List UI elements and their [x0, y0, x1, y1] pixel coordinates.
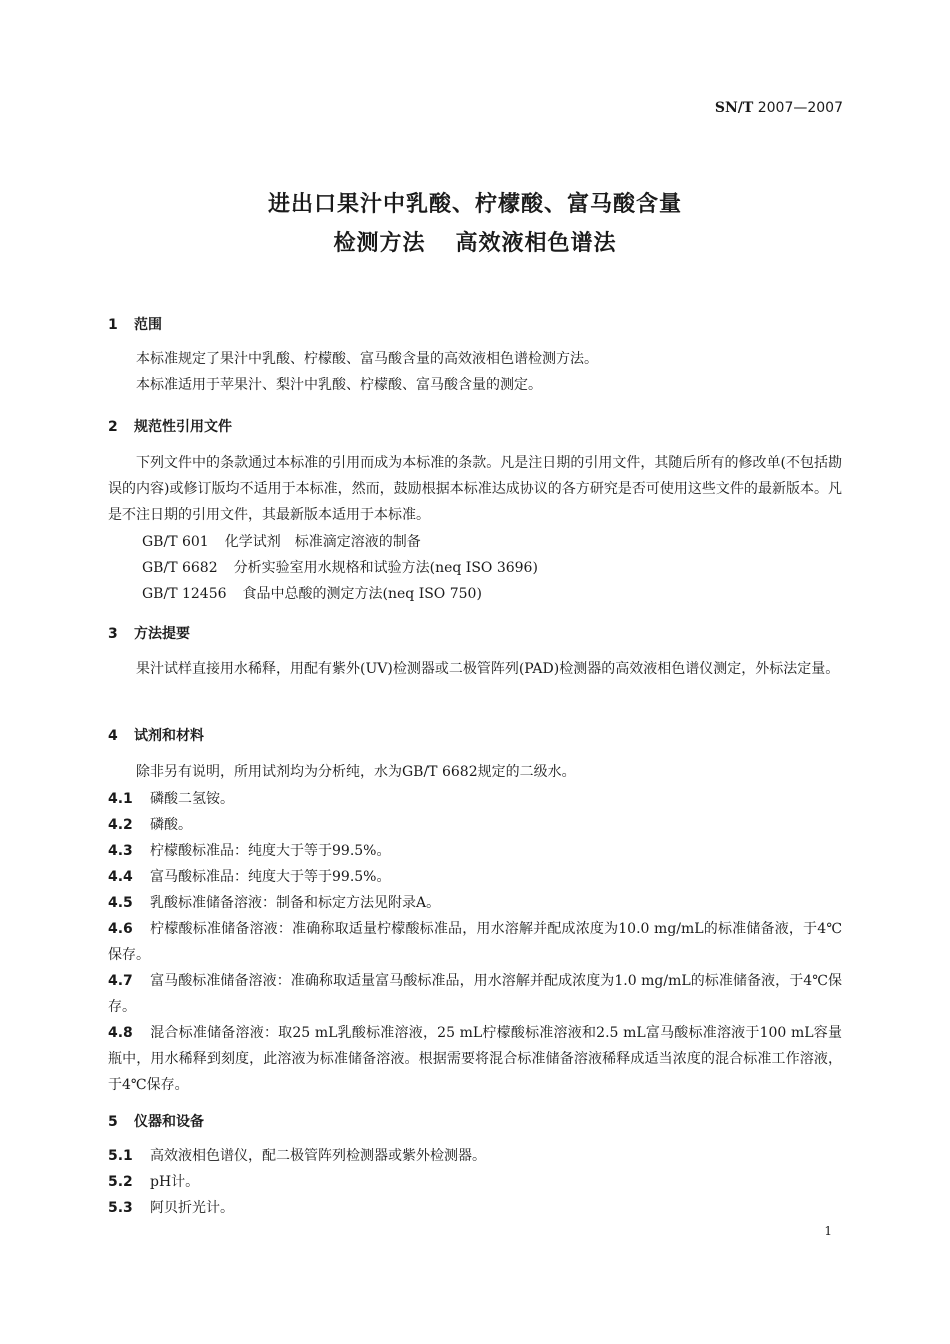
- section-3-heading: [108, 623, 190, 643]
- clause-number: 5.2: [108, 1174, 133, 1190]
- paragraph: 果汁试样直接用水稀释，用配有紫外(UV)检测器或二极管阵列(PAD)检测器的高效液相色谱仪测定，外标法定量。: [136, 661, 840, 677]
- clause-text: 富马酸标准品：纯度大于等于99.5%。: [150, 869, 391, 885]
- paragraph: 本标准适用于苹果汁、梨汁中乳酸、柠檬酸、富马酸含量的测定。: [136, 377, 542, 393]
- section-2-heading: [108, 416, 232, 436]
- clause-item: [108, 1195, 842, 1221]
- reference-code: GB/T 6682: [142, 560, 218, 576]
- section-1-heading: [108, 314, 162, 334]
- clause-item: [108, 812, 842, 838]
- clause-text: 磷酸二氢铵。: [150, 791, 234, 807]
- reference-code: GB/T 601: [142, 534, 209, 550]
- section-number: 5: [108, 1114, 118, 1130]
- clause-item: [108, 786, 842, 812]
- clause-item: [108, 1143, 842, 1169]
- standard-code: [715, 100, 843, 116]
- clause-item: [108, 864, 842, 890]
- section-title: 方法提要: [134, 626, 190, 642]
- reference-item: [142, 531, 421, 551]
- clause-text: 柠檬酸标准品：纯度大于等于99.5%。: [150, 843, 391, 859]
- clause-number: 4.3: [108, 843, 133, 859]
- title-part-a: 检测方法: [333, 231, 426, 256]
- clause-item: [108, 890, 842, 916]
- section-title: 仪器和设备: [134, 1114, 204, 1130]
- section-4-heading: [108, 725, 204, 745]
- standard-prefix: SN/T: [714, 100, 754, 116]
- clause-number: 4.8: [108, 1025, 133, 1041]
- clause-item: [108, 838, 842, 864]
- section-number: 4: [108, 728, 118, 744]
- clause-text: 混合标准储备溶液：取25 mL乳酸标准溶液，25 mL柠檬酸标准溶液和2.5 mL富马酸标准溶液于100 mL容量瓶中，用水稀释到刻度，此溶液为标准储备溶液。根据需要将混合标准储备溶液稀释成适当浓度的混合标准工作溶液，于4℃保存。: [108, 1025, 842, 1093]
- reference-title: 食品中总酸的测定方法(neq ISO 750): [242, 586, 482, 602]
- clause-number: 4.2: [108, 817, 133, 833]
- clause-text: 高效液相色谱仪，配二极管阵列检测器或紫外检测器。: [150, 1148, 486, 1164]
- section-title: 试剂和材料: [134, 728, 204, 744]
- clause-number: 5.3: [108, 1200, 133, 1216]
- section-number: 3: [108, 626, 118, 642]
- clause-text: 乳酸标准储备溶液：制备和标定方法见附录A。: [150, 895, 441, 911]
- reference-item: [142, 557, 538, 577]
- reference-title: 化学试剂 标准滴定溶液的制备: [224, 534, 421, 550]
- clause-text: 富马酸标准储备溶液：准确称取适量富马酸标准品，用水溶解并配成浓度为1.0 mg/mL的标准储备液，于4℃保存。: [108, 973, 842, 1015]
- clause-item: [108, 968, 842, 1020]
- clause-text: 磷酸。: [150, 817, 192, 833]
- clause-text: 阿贝折光计。: [150, 1200, 234, 1216]
- clause-item: [108, 1020, 842, 1098]
- clause-item: [108, 916, 842, 968]
- clause-number: 4.7: [108, 973, 133, 989]
- clause-number: 5.1: [108, 1148, 133, 1164]
- clause-item: [108, 1169, 842, 1195]
- reference-code: GB/T 12456: [142, 586, 227, 602]
- reference-title: 分析实验室用水规格和试验方法(neq ISO 3696): [233, 560, 538, 576]
- clause-text: pH计。: [150, 1174, 200, 1190]
- section-title: 规范性引用文件: [134, 419, 232, 435]
- paragraph: 除非另有说明，所用试剂均为分析纯，水为GB/T 6682规定的二级水。: [136, 764, 576, 780]
- section-number: 1: [108, 317, 118, 333]
- section-title: 范围: [134, 317, 162, 333]
- title-part-b: 高效液相色谱法: [455, 231, 617, 256]
- standard-number: 2007—2007: [757, 100, 843, 116]
- paragraph: 下列文件中的条款通过本标准的引用而成为本标准的条款。凡是注日期的引用文件，其随后所有的修改单(不包括勘误的内容)或修订版均不适用于本标准，然而，鼓励根据本标准达成协议的各方研究是否可使用这些文件的最新版本。凡是不注日期的引用文件，其最新版本适用于本标准。: [108, 455, 842, 523]
- section-number: 2: [108, 419, 118, 435]
- clause-number: 4.1: [108, 791, 133, 807]
- clause-number: 4.6: [108, 921, 133, 937]
- section-5-heading: [108, 1111, 204, 1131]
- clause-text: 柠檬酸标准储备溶液：准确称取适量柠檬酸标准品，用水溶解并配成浓度为10.0 mg/mL的标准储备液，于4℃保存。: [108, 921, 842, 963]
- reference-item: [142, 583, 482, 603]
- paragraph: 本标准规定了果汁中乳酸、柠檬酸、富马酸含量的高效液相色谱检测方法。: [136, 351, 598, 367]
- clause-number: 4.4: [108, 869, 133, 885]
- document-title-line1: 进出口果汁中乳酸、柠檬酸、富马酸含量: [267, 192, 682, 217]
- page-number: 1: [824, 1224, 832, 1238]
- document-title-line2: [0, 226, 950, 257]
- clause-number: 4.5: [108, 895, 133, 911]
